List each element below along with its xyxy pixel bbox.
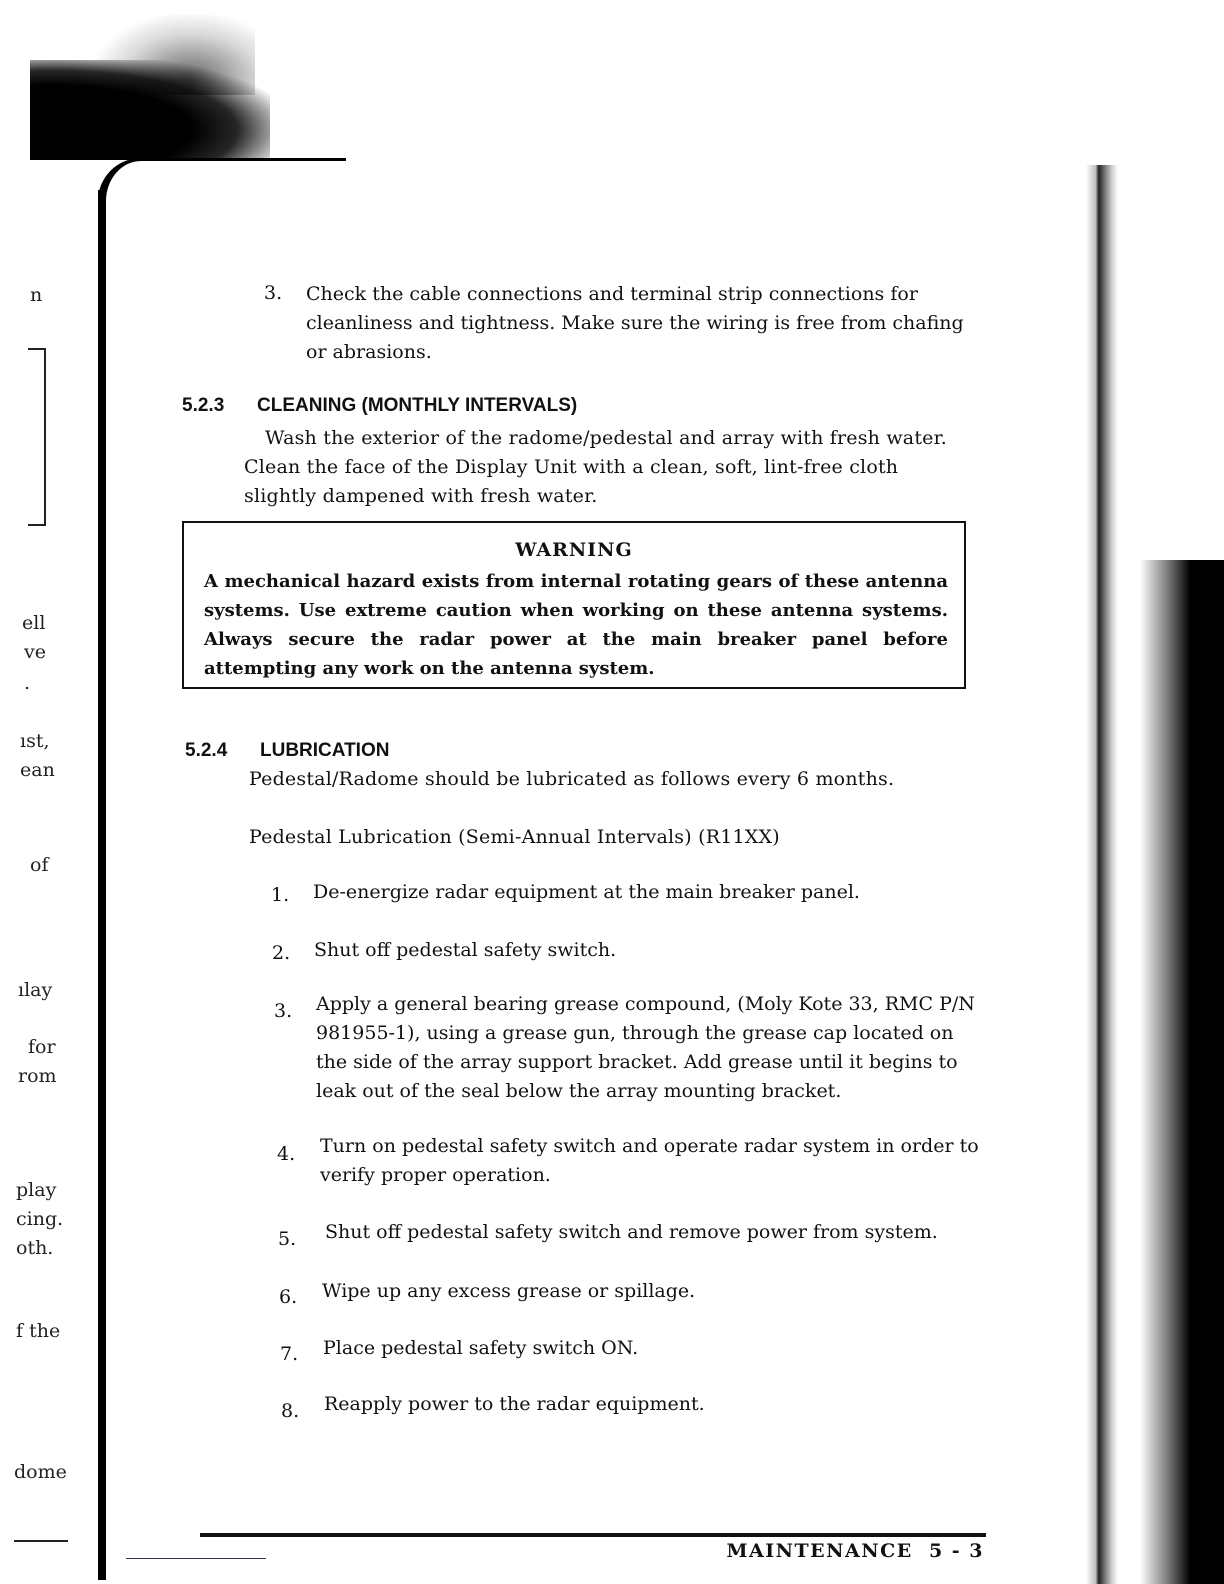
step-number: 7.: [280, 1343, 299, 1365]
step-number: 1.: [271, 884, 290, 906]
margin-fragment: ell: [22, 612, 46, 634]
section-number: 5.2.3: [182, 395, 225, 416]
right-page-edge: [1086, 165, 1118, 1584]
step-text: Turn on pedestal safety switch and operate radar system in order to verify proper operation.: [320, 1135, 979, 1186]
warning-title: WARNING: [515, 539, 633, 561]
section-number: 5.2.4: [185, 740, 228, 761]
warning-box: [182, 521, 966, 689]
scan-shadow: [30, 60, 270, 160]
step-text: Reapply power to the radar equipment.: [324, 1393, 705, 1415]
section-title: LUBRICATION: [260, 740, 390, 761]
margin-fragment: f the: [16, 1320, 61, 1342]
step-text: Shut off pedestal safety switch.: [314, 939, 617, 961]
right-scan-shadow: [1140, 560, 1224, 1584]
margin-fragment: play: [16, 1179, 57, 1201]
margin-fragment: ıst,: [20, 730, 50, 752]
footer-rule: [200, 1533, 986, 1537]
margin-fragment: for: [28, 1036, 56, 1058]
margin-fragment: .: [24, 672, 31, 694]
binding-edge: [98, 190, 106, 1580]
margin-fragment: ılay: [18, 979, 53, 1001]
section-subheading: Pedestal Lubrication (Semi-Annual Intervals) (R11XX): [249, 826, 780, 848]
list-item-number: 3.: [264, 282, 283, 304]
margin-bracket: [28, 348, 46, 526]
margin-fragment: rom: [18, 1065, 57, 1087]
step-number: 2.: [272, 942, 291, 964]
margin-fragment: ean: [20, 759, 55, 781]
section-title: CLEANING (MONTHLY INTERVALS): [257, 395, 578, 416]
margin-fragment: of: [30, 854, 49, 876]
margin-fragment: n: [30, 284, 43, 306]
step-number: 5.: [278, 1228, 297, 1250]
margin-rule: [14, 1540, 68, 1542]
step-number: 6.: [279, 1286, 298, 1308]
step-number: 8.: [281, 1400, 300, 1422]
step-text: Wipe up any excess grease or spillage.: [322, 1280, 696, 1302]
margin-fragment: oth.: [16, 1237, 54, 1259]
page-number: 5 - 3: [928, 1540, 984, 1562]
footer-underline: [126, 1558, 266, 1559]
step-text: De-energize radar equipment at the main breaker panel.: [313, 881, 860, 903]
page-curl-edge: [98, 158, 346, 201]
section-heading-lubrication: [185, 740, 389, 762]
margin-fragment: dome: [14, 1461, 67, 1483]
step-text: Place pedestal safety switch ON.: [323, 1337, 639, 1359]
margin-fragment: ve: [24, 641, 46, 663]
step-number: 3.: [274, 1000, 293, 1022]
step-text: Shut off pedestal safety switch and remove power from system.: [325, 1221, 938, 1243]
footer-section: MAINTENANCE: [726, 1540, 913, 1562]
step-number: 4.: [277, 1143, 296, 1165]
margin-fragment: cing.: [16, 1208, 64, 1230]
page-footer: [726, 1540, 984, 1562]
step-text: Apply a general bearing grease compound, (Moly Kote 33, RMC P/N 981955-1), using a grease gun, through the grease cap located on the side of the array support bracket. Add grease until it begins to leak out of the seal below the array mounting bracket.: [316, 993, 975, 1102]
section-intro: Pedestal/Radome should be lubricated as follows every 6 months.: [249, 768, 895, 790]
list-item-text: Check the cable connections and terminal strip connections for cleanliness and tightness. Make sure the wiring is free from chafing or abrasions.: [306, 283, 964, 363]
warning-body: A mechanical hazard exists from internal rotating gears of these antenna systems. Use extreme caution when working on these antenna systems. Always secure the radar power at the main breaker panel before attempting any work on the antenna system.: [204, 571, 948, 679]
section-body: Wash the exterior of the radome/pedestal and array with fresh water. Clean the face of the Display Unit with a clean, soft, lint-free cloth slightly dampened with fresh water.: [244, 427, 948, 507]
section-heading-cleaning: [182, 395, 577, 417]
